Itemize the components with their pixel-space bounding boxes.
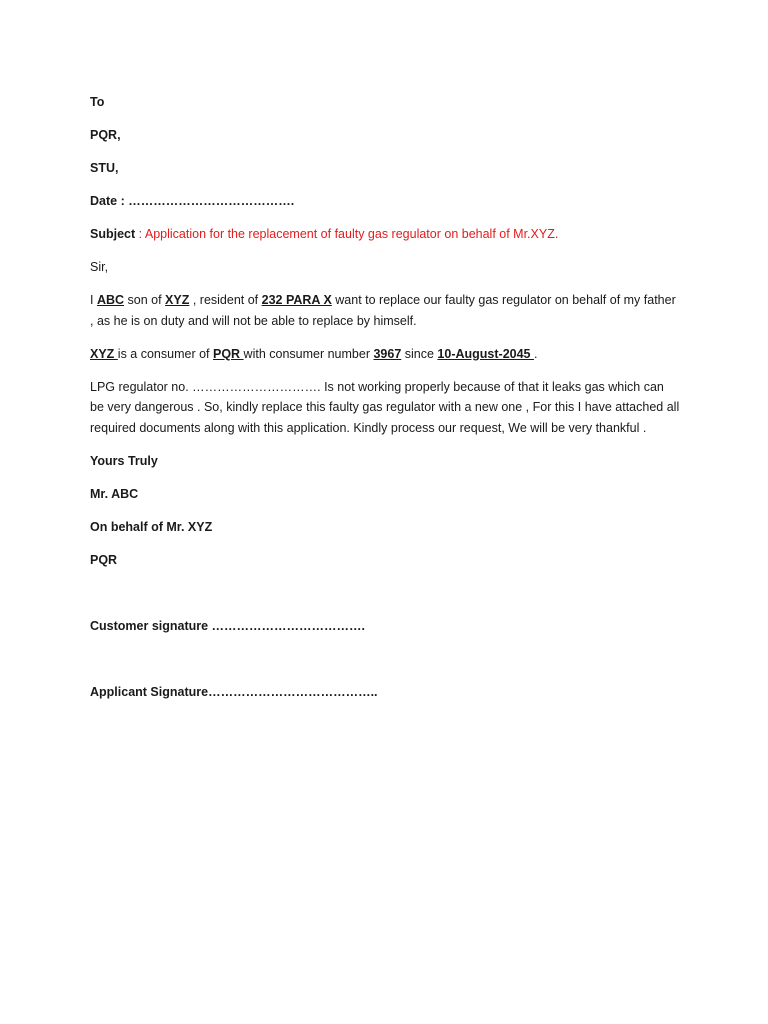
applicant-name: ABC — [96, 293, 125, 307]
paragraph-3: LPG regulator no. …………………………. Is not working properly because of that it leaks gas which can be very dangerous . So, kindly replace this faulty gas regulator with a new one , For this I have attached all required documents along with this application. Kindly process our request, We will be very thankful . — [90, 379, 680, 435]
subject-separator: : — [135, 227, 145, 241]
date-label: Date : — [90, 194, 129, 208]
paragraph-2-text-c: since — [401, 346, 438, 361]
paragraph-2-text-b: with consumer number — [243, 346, 374, 361]
company-name: PQR — [212, 346, 244, 361]
to-line: To — [90, 95, 105, 109]
paragraph-2 — [90, 344, 680, 365]
customer-signature-line: Customer signature ………………………………. — [90, 619, 366, 633]
addressee-line-1: PQR, — [90, 128, 121, 142]
consumer-name: XYZ — [90, 346, 118, 361]
paragraph-1 — [90, 290, 680, 331]
applicant-signature-line: Applicant Signature………………………………….. — [90, 684, 378, 699]
addressee-line-2: STU, — [90, 161, 119, 175]
subject-text: Application for the replacement of faulty gas regulator on behalf of Mr.XYZ. — [144, 227, 559, 241]
date-blank: …………………………………. — [128, 194, 295, 208]
paragraph-2-text-a: is a consumer of — [117, 346, 213, 361]
sender-org: PQR — [90, 552, 118, 567]
date-line — [90, 191, 680, 212]
salutation: Sir, — [90, 260, 109, 274]
sender-name: Mr. ABC — [90, 486, 139, 501]
residence-address: 232 PARA X — [261, 293, 332, 307]
paragraph-1-text-c: , resident of — [189, 293, 262, 307]
closing: Yours Truly — [90, 453, 158, 468]
on-behalf-line: On behalf of Mr. XYZ — [90, 519, 213, 534]
father-name: XYZ — [165, 293, 190, 307]
paragraph-1-text-a: I — [90, 293, 97, 307]
consumer-number: 3967 — [373, 346, 402, 361]
paragraph-1-text-b: son of — [124, 293, 166, 307]
letter-body — [90, 92, 680, 715]
paragraph-2-text-d: . — [533, 346, 538, 361]
subject-label: Subject — [90, 227, 136, 241]
paragraph-1-text-d: want to replace our faulty gas regulator on behalf of my father , as he is on duty and will not be able to replace by himself. — [90, 293, 676, 328]
subject-line — [90, 224, 680, 245]
consumer-since-date: 10-August-2045 — [437, 346, 534, 361]
